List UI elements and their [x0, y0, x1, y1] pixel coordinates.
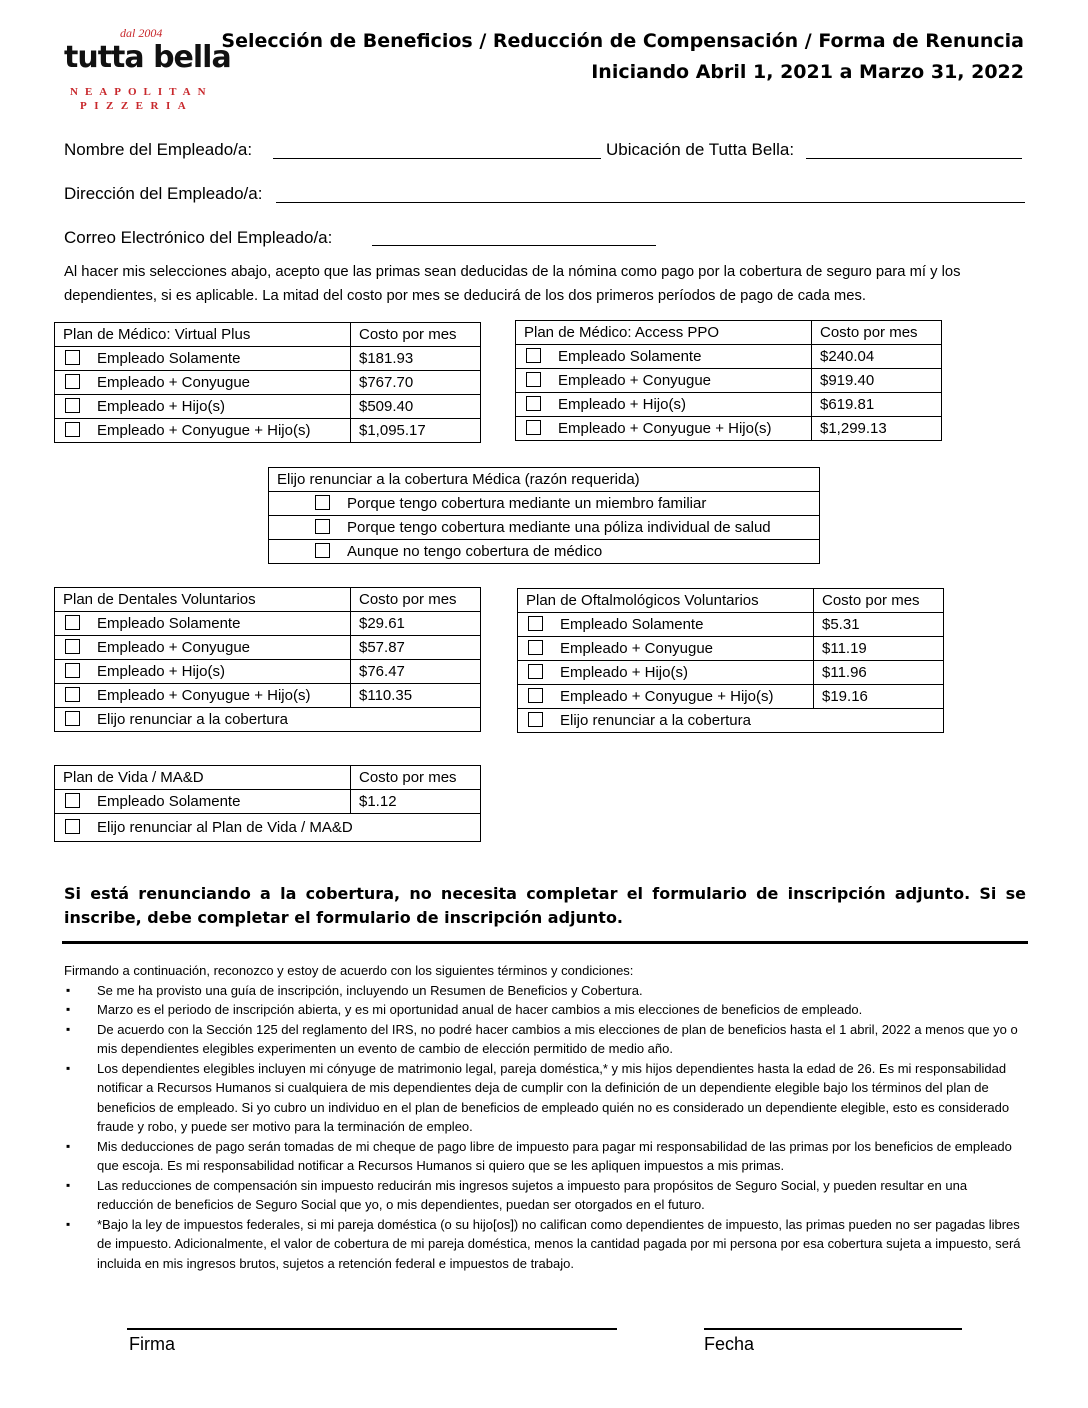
intro-paragraph: Al hacer mis selecciones abajo, acepto que las primas sean deducidas de la nómina como pago por la cobertura de seguro para mí y los dependientes, si es aplicable. La mitad del costo por mes se deducirá de los dos primeros períodos de pago de cada mes. — [64, 264, 961, 304]
checkbox[interactable] — [65, 615, 80, 630]
checkbox[interactable] — [65, 687, 80, 702]
option-row[interactable] — [518, 613, 814, 637]
date-field[interactable] — [704, 1328, 962, 1330]
waive-medical-table — [268, 467, 820, 564]
company-logo — [62, 26, 232, 118]
email-label: Correo Electrónico del Empleado/a: — [64, 228, 333, 247]
checkbox[interactable] — [65, 793, 80, 808]
address-field[interactable] — [276, 202, 1025, 203]
cost-cell: $919.40 — [812, 369, 942, 393]
checkbox[interactable] — [65, 663, 80, 678]
option-row[interactable] — [518, 661, 814, 685]
table-title: Plan de Oftalmológicos Voluntarios — [518, 589, 814, 613]
list-item: ▪ Se me ha provisto una guía de inscripción, incluyendo un Resumen de Beneficios y Cobertura. — [97, 981, 1024, 1001]
list-item: ▪ Marzo es el periodo de inscripción abierta, y es mi oportunidad anual de hacer cambios a mis elecciones de beneficios de empleado. — [97, 1000, 1024, 1020]
checkbox[interactable] — [528, 688, 543, 703]
waive-option[interactable] — [55, 708, 481, 732]
option-row[interactable] — [55, 790, 351, 814]
waive-option[interactable] — [269, 516, 820, 540]
option-label: Empleado Solamente — [97, 793, 241, 810]
list-item: ▪ De acuerdo con la Sección 125 del reglamento del IRS, no podré hacer cambios a mis elecciones de plan de beneficios hasta el 1 abril, 2022 a menos que yo o mis dependientes elegibles experimenten un evento de cambio de elección permitido de medio año. — [97, 1020, 1024, 1059]
terms-list — [64, 981, 1024, 1274]
cost-header: Costo por mes — [812, 321, 942, 345]
option-label: Empleado + Conyugue — [97, 639, 251, 656]
cost-cell: $767.70 — [351, 371, 481, 395]
option-label: Empleado + Conyugue — [558, 372, 712, 389]
option-row[interactable] — [55, 347, 351, 371]
checkbox[interactable] — [528, 664, 543, 679]
option-row[interactable] — [516, 393, 812, 417]
option-label: Porque tengo cobertura mediante un miembro familiar — [347, 495, 707, 512]
date-label: Fecha — [704, 1334, 755, 1354]
option-label: Empleado + Hijo(s) — [560, 664, 688, 681]
checkbox[interactable] — [528, 616, 543, 631]
option-label: Empleado + Conyugue + Hijo(s) — [558, 420, 772, 437]
waive-option[interactable] — [269, 492, 820, 516]
option-label: Empleado + Conyugue — [560, 640, 714, 657]
list-item: ▪ Mis deducciones de pago serán tomadas de mi cheque de pago libre de impuesto para pagar mi responsabilidad de las primas por los beneficios de empleado que escoja. Es mi responsabilidad notificar a Recursos Humanos si quiero que se les apliquen impuestos a mis primas. — [97, 1137, 1024, 1176]
option-label: Empleado Solamente — [560, 616, 704, 633]
option-row[interactable] — [55, 612, 351, 636]
location-field[interactable] — [806, 158, 1022, 159]
option-label: Elijo renunciar al Plan de Vida / MA&D — [97, 819, 353, 836]
option-row[interactable] — [518, 685, 814, 709]
logo-est: dal 2004 — [120, 26, 163, 40]
logo-sub2: PIZZERIA — [80, 100, 194, 112]
dental-table — [54, 587, 481, 732]
option-row[interactable] — [55, 395, 351, 419]
vision-table — [517, 588, 944, 733]
cost-cell: $619.81 — [812, 393, 942, 417]
cost-cell: $11.96 — [814, 661, 944, 685]
divider — [62, 941, 1028, 944]
terms-intro: Firmando a continuación, reconozco y estoy de acuerdo con los siguientes términos y condiciones: — [64, 963, 634, 978]
cost-cell: $240.04 — [812, 345, 942, 369]
cost-cell: $76.47 — [351, 660, 481, 684]
checkbox[interactable] — [315, 519, 330, 534]
option-row[interactable] — [55, 684, 351, 708]
option-label: Porque tengo cobertura mediante una póliza individual de salud — [347, 519, 771, 536]
form-period: Iniciando Abril 1, 2021 a Marzo 31, 2022 — [591, 61, 1024, 83]
list-item: ▪ Los dependientes elegibles incluyen mi cónyuge de matrimonio legal, pareja doméstica,* y mis hijos dependientes hasta la edad de 26. Es mi responsabilidad notificar a Recursos Humanos si cualquiera de mis dependientes deja de cumplir con la definición de un dependiente elegible bajo los términos del plan de beneficios de empleado. Si yo cubro un individuo en el plan de beneficios de empleado quién no es considerado un dependiente elegible, esto es considerado fraude y robo, y puede ser motivo para la terminación de empleo. — [97, 1059, 1024, 1137]
checkbox[interactable] — [65, 350, 80, 365]
option-row[interactable] — [55, 371, 351, 395]
cost-header: Costo por mes — [351, 323, 481, 347]
option-label: Empleado + Hijo(s) — [97, 398, 225, 415]
option-row[interactable] — [516, 417, 812, 441]
employee-name-label: Nombre del Empleado/a: — [64, 140, 253, 159]
cost-cell: $19.16 — [814, 685, 944, 709]
logo-wordmark: tutta bella — [64, 40, 231, 75]
option-label: Empleado + Conyugue + Hijo(s) — [560, 688, 774, 705]
checkbox[interactable] — [65, 422, 80, 437]
option-label: Aunque no tengo cobertura de médico — [347, 543, 603, 560]
option-row[interactable] — [518, 637, 814, 661]
logo-sub1: NEAPOLITAN — [70, 86, 213, 98]
checkbox[interactable] — [528, 712, 543, 727]
checkbox[interactable] — [526, 348, 541, 363]
checkbox[interactable] — [528, 640, 543, 655]
cost-cell: $1,095.17 — [351, 419, 481, 443]
option-label: Empleado Solamente — [97, 615, 241, 632]
life-table — [54, 765, 481, 842]
cost-cell: $181.93 — [351, 347, 481, 371]
checkbox[interactable] — [315, 495, 330, 510]
cost-cell: $1.12 — [351, 790, 481, 814]
waive-option[interactable] — [55, 814, 481, 842]
cost-header: Costo por mes — [351, 766, 481, 790]
email-field[interactable] — [372, 245, 656, 246]
checkbox[interactable] — [65, 711, 80, 726]
table-title: Plan de Dentales Voluntarios — [55, 588, 351, 612]
waiver-notice: Si está renunciando a la cobertura, no necesita completar el formulario de inscripción adjunto. Si se inscribe, debe completar el formulario de inscripción adjunto. — [64, 884, 1026, 927]
table-title: Plan de Médico: Virtual Plus — [55, 323, 351, 347]
cost-header: Costo por mes — [351, 588, 481, 612]
option-label: Empleado Solamente — [558, 348, 702, 365]
waive-option[interactable] — [269, 540, 820, 564]
checkbox[interactable] — [65, 639, 80, 654]
cost-cell: $11.19 — [814, 637, 944, 661]
option-label: Elijo renunciar a la cobertura — [560, 712, 751, 729]
medical-virtual-table — [54, 322, 481, 443]
waive-option[interactable] — [518, 709, 944, 733]
checkbox[interactable] — [526, 420, 541, 435]
option-label: Elijo renunciar a la cobertura — [97, 711, 288, 728]
checkbox[interactable] — [526, 372, 541, 387]
medical-ppo-table — [515, 320, 942, 441]
option-row[interactable] — [516, 345, 812, 369]
option-row[interactable] — [516, 369, 812, 393]
form-title: Selección de Beneficios / Reducción de Compensación / Forma de Renuncia — [221, 30, 1024, 52]
cost-cell: $110.35 — [351, 684, 481, 708]
cost-header: Costo por mes — [814, 589, 944, 613]
checkbox[interactable] — [65, 398, 80, 413]
option-label: Empleado + Hijo(s) — [558, 396, 686, 413]
signature-label: Firma — [129, 1334, 175, 1354]
checkbox[interactable] — [65, 819, 80, 834]
table-title: Plan de Médico: Access PPO — [516, 321, 812, 345]
list-item: ▪ *Bajo la ley de impuestos federales, si mi pareja doméstica (o su hijo[os]) no califican como dependientes de impuesto, las primas pueden no ser pagadas libres de impuesto. Adicionalmente, el valor de cobertura de mi pareja doméstica, menos la cantidad pagada por mi persona por esa cobertura sujeta a impuesto, será incluida en mis ingresos brutos, sujetos a retención federal e impuestos de trabajo. — [97, 1215, 1024, 1274]
option-row[interactable] — [55, 636, 351, 660]
option-label: Empleado + Conyugue + Hijo(s) — [97, 422, 311, 439]
cost-cell: $5.31 — [814, 613, 944, 637]
cost-cell: $57.87 — [351, 636, 481, 660]
employee-name-field[interactable] — [273, 158, 601, 159]
cost-cell: $29.61 — [351, 612, 481, 636]
checkbox[interactable] — [65, 374, 80, 389]
address-label: Dirección del Empleado/a: — [64, 184, 263, 203]
option-label: Empleado + Hijo(s) — [97, 663, 225, 680]
cost-cell: $509.40 — [351, 395, 481, 419]
checkbox[interactable] — [315, 543, 330, 558]
option-label: Empleado + Conyugue + Hijo(s) — [97, 687, 311, 704]
signature-field[interactable] — [127, 1328, 617, 1330]
option-row[interactable] — [55, 419, 351, 443]
option-label: Empleado + Conyugue — [97, 374, 251, 391]
option-label: Empleado Solamente — [97, 350, 241, 367]
table-title: Elijo renunciar a la cobertura Médica (razón requerida) — [269, 468, 820, 492]
cost-cell: $1,299.13 — [812, 417, 942, 441]
location-label: Ubicación de Tutta Bella: — [606, 140, 795, 159]
checkbox[interactable] — [526, 396, 541, 411]
terms-section — [64, 961, 1024, 1273]
table-title: Plan de Vida / MA&D — [55, 766, 351, 790]
list-item: ▪ Las reducciones de compensación sin impuesto reducirán mis ingresos sujetos a impuesto para propósitos de Seguro Social, y pueden resultar en una reducción de beneficios de Seguro Social que yo, o mis dependientes, puedan ser otorgados en el futuro. — [97, 1176, 1024, 1215]
option-row[interactable] — [55, 660, 351, 684]
